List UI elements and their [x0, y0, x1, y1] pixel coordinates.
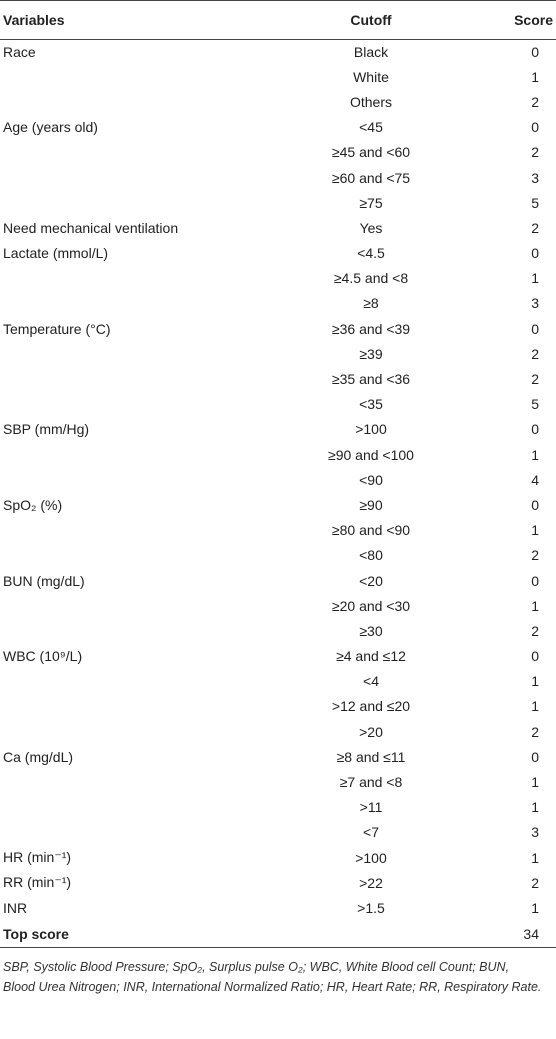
table-row — [0, 115, 556, 140]
score-cell: 2 — [531, 219, 539, 236]
cutoff-cell: ≥60 and <75 — [331, 169, 411, 186]
score-cell: 2 — [531, 723, 539, 740]
cutoff-cell: >100 — [355, 421, 387, 438]
score-cell: 1 — [531, 68, 539, 85]
cutoff-cell: >11 — [359, 799, 383, 816]
score-cell: 0 — [531, 421, 539, 438]
cutoff-cell: <20 — [359, 572, 383, 589]
table-row — [0, 467, 556, 492]
top-score-label: Top score — [0, 921, 267, 948]
score-cell: 1 — [531, 698, 539, 715]
cutoff-cell: <45 — [359, 119, 383, 136]
table-row — [0, 64, 556, 89]
cutoff-cell: Yes — [359, 219, 383, 236]
cutoff-cell: ≥45 and <60 — [331, 144, 411, 161]
table-row — [0, 215, 556, 240]
table-row — [0, 694, 556, 719]
table-row — [0, 89, 556, 114]
table-row — [0, 895, 556, 920]
table-row — [0, 442, 556, 467]
table-row — [0, 618, 556, 643]
variable-cell: SBP (mm/Hg) — [3, 421, 90, 438]
variable-cell — [0, 618, 267, 643]
table-body — [0, 39, 556, 947]
table-header — [0, 1, 556, 39]
table-row — [0, 417, 556, 442]
score-cell: 1 — [531, 774, 539, 791]
variable-cell: Age (years old) — [3, 119, 98, 136]
variable-cell: Need mechanical ventilation — [3, 219, 179, 236]
table-row — [0, 543, 556, 568]
variable-cell — [0, 291, 267, 316]
table-row — [0, 820, 556, 845]
variable-cell — [0, 442, 267, 467]
table-row — [0, 291, 556, 316]
score-cell: 2 — [531, 345, 539, 362]
variable-cell — [0, 266, 267, 291]
cutoff-cell: >12 and ≤20 — [331, 698, 411, 715]
cutoff-cell: Black — [353, 43, 389, 60]
cutoff-cell: <80 — [359, 547, 383, 564]
cutoff-cell: ≥39 — [359, 345, 383, 362]
table-row — [0, 341, 556, 366]
score-cell: 2 — [531, 874, 539, 891]
cutoff-cell: ≥90 and <100 — [328, 446, 414, 463]
variable-cell — [0, 593, 267, 618]
score-cell: 3 — [531, 295, 539, 312]
score-cell: 0 — [531, 43, 539, 60]
score-cell: 1 — [531, 597, 539, 614]
cutoff-cell: ≥75 — [359, 194, 383, 211]
cutoff-cell: <35 — [359, 396, 383, 413]
table-row — [0, 165, 556, 190]
score-cell: 1 — [531, 799, 539, 816]
cutoff-cell: Others — [349, 93, 392, 110]
cutoff-cell: ≥80 and <90 — [331, 522, 411, 539]
table-row — [0, 744, 556, 769]
cutoff-cell: >1.5 — [357, 899, 385, 916]
table-row — [0, 568, 556, 593]
top-score-cutoff — [267, 921, 475, 948]
table-row — [0, 593, 556, 618]
table-row — [0, 845, 556, 870]
cutoff-cell: ≥36 and <39 — [331, 320, 411, 337]
variable-cell: SpO₂ (%) — [3, 496, 63, 513]
cutoff-cell: <90 — [359, 471, 383, 488]
variable-cell — [0, 366, 267, 391]
variable-cell: Temperature (°C) — [3, 320, 111, 337]
variable-cell: INR — [3, 899, 28, 916]
table-row — [0, 870, 556, 895]
top-score-value: 34 — [475, 921, 556, 948]
variable-cell — [0, 669, 267, 694]
variable-cell — [0, 392, 267, 417]
table-row — [0, 316, 556, 341]
cutoff-cell: >100 — [355, 849, 387, 866]
cutoff-cell: ≥35 and <36 — [331, 371, 411, 388]
variable-cell — [0, 89, 267, 114]
variable-cell — [0, 694, 267, 719]
variable-cell — [0, 518, 267, 543]
variable-cell — [0, 64, 267, 89]
variable-cell: BUN (mg/dL) — [3, 572, 85, 589]
cutoff-cell: White — [353, 68, 389, 85]
score-cell: 4 — [531, 471, 539, 488]
cutoff-cell: >20 — [359, 723, 383, 740]
score-cell: 2 — [531, 547, 539, 564]
table-row — [0, 39, 556, 64]
variable-cell: Race — [3, 43, 36, 60]
table-row — [0, 366, 556, 391]
score-cell: 1 — [531, 673, 539, 690]
header-score: Score — [475, 1, 556, 39]
variable-cell: WBC (10⁹/L) — [3, 648, 83, 665]
score-cell: 2 — [531, 144, 539, 161]
cutoff-cell: ≥20 and <30 — [331, 597, 411, 614]
score-cell: 1 — [531, 522, 539, 539]
top-score-row — [0, 921, 556, 948]
table-row — [0, 518, 556, 543]
variable-cell: Lactate (mmol/L) — [3, 245, 109, 262]
table-row — [0, 140, 556, 165]
variable-cell — [0, 341, 267, 366]
score-cell: 3 — [531, 169, 539, 186]
cutoff-cell: ≥7 and <8 — [339, 774, 403, 791]
table-footnote: SBP, Systolic Blood Pressure; SpO₂, Surplus pulse O₂; WBC, White Blood cell Count; BUN, Blood Urea Nitrogen; INR, International Normalized Ratio; HR, Heart Rate; RR, Respiratory Rate. — [3, 959, 542, 994]
variable-cell — [0, 543, 267, 568]
cutoff-cell: <4.5 — [357, 245, 385, 262]
variable-cell: HR (min⁻¹) — [3, 849, 72, 866]
score-cell: 0 — [531, 648, 539, 665]
variable-cell — [0, 795, 267, 820]
score-cell: 2 — [531, 622, 539, 639]
score-cell: 1 — [531, 446, 539, 463]
cutoff-cell: ≥8 and ≤11 — [336, 748, 406, 765]
score-cell: 0 — [531, 245, 539, 262]
header-cutoff: Cutoff — [267, 1, 475, 39]
table-row — [0, 266, 556, 291]
score-cell: 0 — [531, 748, 539, 765]
score-cell: 0 — [531, 320, 539, 337]
table-row — [0, 669, 556, 694]
score-cell: 0 — [531, 119, 539, 136]
score-cell: 1 — [531, 270, 539, 287]
header-row — [0, 1, 556, 39]
table-row — [0, 795, 556, 820]
score-cell: 1 — [531, 899, 539, 916]
cutoff-cell: ≥8 — [363, 295, 379, 312]
score-cell: 2 — [531, 371, 539, 388]
variable-cell — [0, 719, 267, 744]
header-variables: Variables — [0, 1, 267, 39]
variable-cell — [0, 165, 267, 190]
score-cell: 0 — [531, 496, 539, 513]
cutoff-cell: ≥90 — [359, 496, 383, 513]
variable-cell — [0, 820, 267, 845]
cutoff-cell: <7 — [363, 824, 379, 841]
table-row — [0, 392, 556, 417]
table-row — [0, 190, 556, 215]
variable-cell — [0, 769, 267, 794]
variable-cell: Ca (mg/dL) — [3, 748, 74, 765]
score-cell: 1 — [531, 849, 539, 866]
cutoff-cell: ≥4 and ≤12 — [336, 648, 406, 665]
cutoff-cell: ≥4.5 and <8 — [333, 270, 409, 287]
table-row — [0, 644, 556, 669]
score-cell: 5 — [531, 194, 539, 211]
score-cell: 0 — [531, 572, 539, 589]
table-row — [0, 241, 556, 266]
score-table — [0, 1, 556, 948]
variable-cell — [0, 467, 267, 492]
variable-cell — [0, 140, 267, 165]
score-cell: 3 — [531, 824, 539, 841]
variable-cell: RR (min⁻¹) — [3, 874, 72, 891]
variable-cell — [0, 190, 267, 215]
table-row — [0, 769, 556, 794]
cutoff-cell: >22 — [359, 874, 383, 891]
score-cell: 2 — [531, 93, 539, 110]
cutoff-cell: ≥30 — [359, 622, 383, 639]
table-row — [0, 492, 556, 517]
table-row — [0, 719, 556, 744]
cutoff-cell: <4 — [363, 673, 379, 690]
score-cell: 5 — [531, 396, 539, 413]
